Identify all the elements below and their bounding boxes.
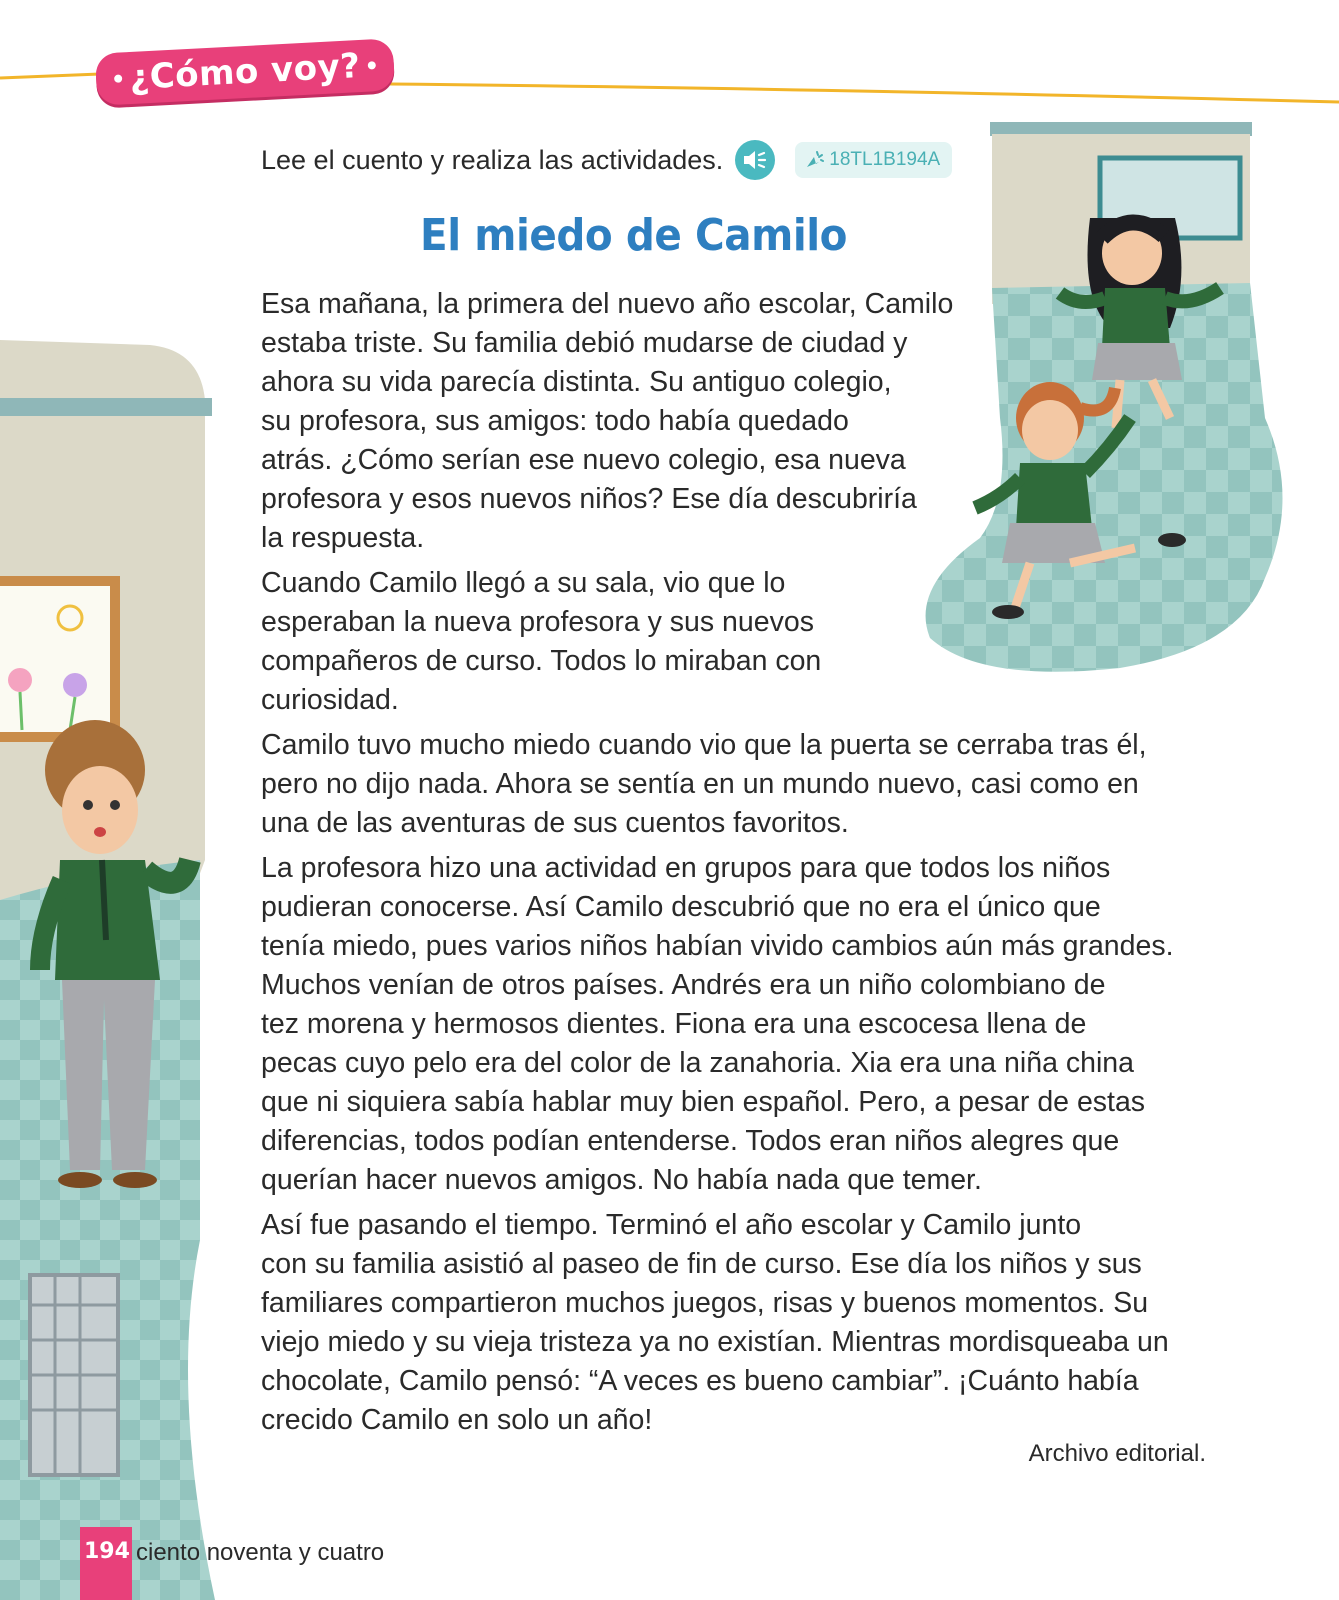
story-line: querían hacer nuevos amigos. No había nada que temer. xyxy=(261,1164,982,1196)
story-line: profesora y esos nuevos niños? Ese día descubriría xyxy=(261,483,917,515)
page-tab xyxy=(80,1527,132,1600)
story-line: la respuesta. xyxy=(261,522,425,554)
story-line: diferencias, todos podían entenderse. Todos eran niños alegres que xyxy=(261,1125,1120,1157)
story-line: Muchos venían de otros países. Andrés era un niño colombiano de xyxy=(261,969,1106,1001)
story-line: su profesora, sus amigos: todo había quedado xyxy=(261,405,849,437)
story-line: pero no dijo nada. Ahora se sentía en un mundo nuevo, casi como en xyxy=(261,768,1139,800)
story-line: curiosidad. xyxy=(261,684,399,716)
story-line: pecas cuyo pelo era del color de la zanahoria. Xia era una niña china xyxy=(261,1047,1134,1079)
story-title: El miedo de Camilo xyxy=(420,210,848,261)
speaker-icon[interactable] xyxy=(735,140,775,180)
story-line: compañeros de curso. Todos lo miraban con xyxy=(261,645,822,677)
story-line: chocolate, Camilo pensó: “A veces es bueno cambiar”. ¡Cuánto había xyxy=(261,1365,1139,1397)
cursor-click-icon xyxy=(803,149,825,171)
story-line: una de las aventuras de sus cuentos favoritos. xyxy=(261,807,849,839)
instruction-text: Lee el cuento y realiza las actividades. xyxy=(261,144,724,175)
page-footer xyxy=(80,1527,420,1600)
resource-code: 18TL1B194A xyxy=(829,149,941,170)
story-body xyxy=(261,285,1221,1446)
story-paragraph xyxy=(261,849,1221,1200)
story-line: pudieran conocerse. Así Camilo descubrió que no era el único que xyxy=(261,891,1101,923)
story-line: Así fue pasando el tiempo. Terminó el año escolar y Camilo junto xyxy=(261,1209,1082,1241)
instruction-row xyxy=(261,138,952,182)
story-line: esperaban la nueva profesora y sus nuevos xyxy=(261,606,814,638)
source-credit: Archivo editorial. xyxy=(1028,1440,1206,1467)
page-number: 194 xyxy=(84,1539,130,1564)
boy-illustration xyxy=(0,340,215,1600)
section-label: ¿Cómo voy? xyxy=(128,45,362,99)
story-paragraph xyxy=(261,285,1221,558)
story-line: tenía miedo, pues varios niños habían vivido cambios aún más grandes. xyxy=(261,930,1174,962)
resource-code-link[interactable] xyxy=(795,142,952,178)
story-line: viejo miedo y su vieja tristeza ya no existían. Mientras mordisqueaba un xyxy=(261,1326,1169,1358)
story-paragraph xyxy=(261,726,1221,843)
story-line: Esa mañana, la primera del nuevo año escolar, Camilo xyxy=(261,288,954,320)
story-line: Camilo tuvo mucho miedo cuando vio que la puerta se cerraba tras él, xyxy=(261,729,1147,761)
story-line: crecido Camilo en solo un año! xyxy=(261,1404,653,1436)
story-line: La profesora hizo una actividad en grupos para que todos los niños xyxy=(261,852,1111,884)
story-paragraph xyxy=(261,1206,1221,1440)
story-line: Cuando Camilo llegó a su sala, vio que lo xyxy=(261,567,786,599)
story-line: que ni siquiera sabía hablar muy bien español. Pero, a pesar de estas xyxy=(261,1086,1146,1118)
story-line: estaba triste. Su familia debió mudarse de ciudad y xyxy=(261,327,908,359)
story-line: tez morena y hermosos dientes. Fiona era una escocesa llena de xyxy=(261,1008,1087,1040)
page-number-words: ciento noventa y cuatro xyxy=(136,1539,385,1566)
story-line: familiares compartieron muchos juegos, risas y buenos momentos. Su xyxy=(261,1287,1149,1319)
story-line: con su familia asistió al paseo de fin de curso. Ese día los niños y sus xyxy=(261,1248,1142,1280)
story-line: ahora su vida parecía distinta. Su antiguo colegio, xyxy=(261,366,892,398)
story-line: atrás. ¿Cómo serían ese nuevo colegio, esa nueva xyxy=(261,444,906,476)
story-paragraph xyxy=(261,564,1221,720)
